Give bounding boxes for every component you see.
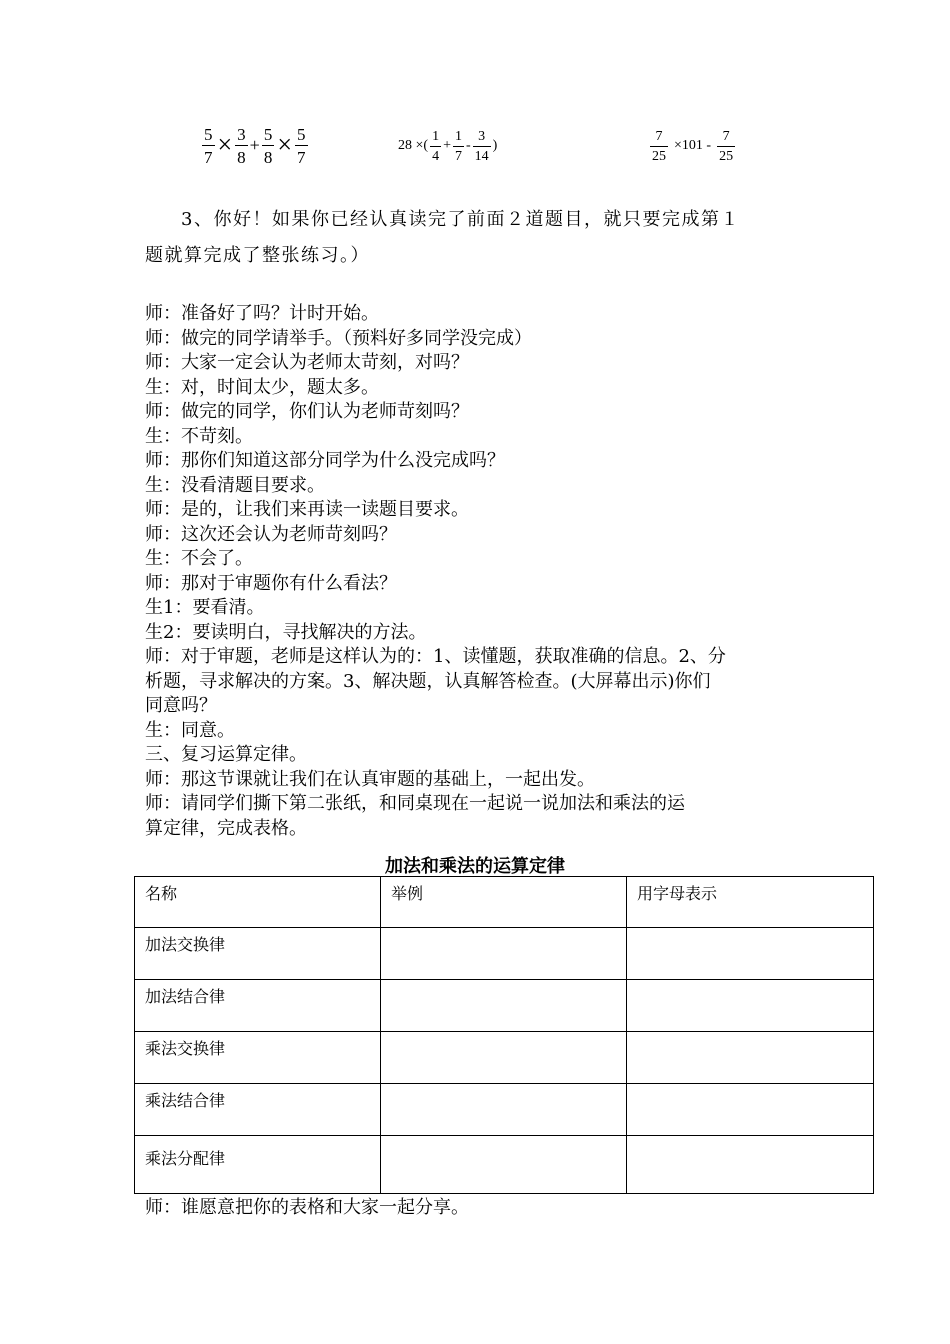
dialog-line: 师：是的，让我们来再读一读题目要求。 <box>145 499 469 520</box>
dialog-line: 师：那你们知道这部分同学为什么没完成吗？ <box>145 450 505 471</box>
closing-line: 师：谁愿意把你的表格和大家一起分享。 <box>145 1197 469 1218</box>
expression-prefix: 28 ×( <box>398 138 429 153</box>
fraction <box>717 128 735 164</box>
fraction <box>453 128 464 164</box>
numerator: 3 <box>237 125 246 144</box>
dialog-line: 师：准备好了吗？计时开始。 <box>145 303 379 324</box>
example-cell[interactable] <box>381 928 627 980</box>
table-row <box>135 1032 874 1084</box>
table-title: 加法和乘法的运算定律 <box>385 856 565 877</box>
fraction <box>235 124 248 166</box>
letter-form-cell[interactable] <box>627 1084 874 1136</box>
denominator: 4 <box>430 146 441 164</box>
table-header-row <box>135 877 874 928</box>
dialog-line: 算定律，完成表格。 <box>145 817 307 839</box>
example-cell[interactable] <box>381 980 627 1032</box>
dialog-block <box>145 302 815 841</box>
expression-middle: ×101 - <box>674 138 712 153</box>
dialog-line: 师：大家一定会认为老师太苛刻，对吗？ <box>145 352 469 373</box>
math-expression-2 <box>398 128 497 164</box>
dialog-line: 生：不苛刻。 <box>145 425 253 447</box>
dialog-line: 析题，寻求解决的方案。3、解决题，认真解答检查。(大屏幕出示)你们 <box>145 670 711 692</box>
table-row <box>135 980 874 1032</box>
letter-form-cell[interactable] <box>627 1136 874 1194</box>
dialog-line: 三、复习运算定律。 <box>145 744 307 765</box>
fraction <box>295 124 308 166</box>
numerator: 5 <box>204 125 213 144</box>
operation-laws-table <box>134 876 874 1194</box>
dialog-line: 师：那这节课就让我们在认真审题的基础上，一起出发。 <box>145 768 595 790</box>
fraction <box>202 124 215 166</box>
dialog-line: 师：做完的同学，你们认为老师苛刻吗？ <box>145 401 469 422</box>
letter-form-cell[interactable] <box>627 980 874 1032</box>
instruction-text: 3、你好！如果你已经认真读完了前面２道题目，就只要完成第１ <box>181 209 740 230</box>
math-expression-1 <box>200 124 310 166</box>
numerator: 5 <box>297 125 306 144</box>
times-sign: × <box>217 130 233 159</box>
law-name-cell: 加法交换律 <box>135 928 381 980</box>
table-row <box>135 1136 874 1194</box>
letter-form-cell[interactable] <box>627 928 874 980</box>
minus-sign: - <box>465 138 471 153</box>
instruction-paragraph <box>145 202 815 274</box>
table-row <box>135 928 874 980</box>
example-cell[interactable] <box>381 1032 627 1084</box>
law-name-cell: 乘法结合律 <box>135 1084 381 1136</box>
header-cell: 用字母表示 <box>627 877 874 928</box>
header-cell: 举例 <box>381 877 627 928</box>
dialog-line: 生2：要读明白，寻找解决的方法。 <box>145 621 427 643</box>
denominator: 8 <box>262 145 275 166</box>
denominator: 25 <box>717 146 735 164</box>
numerator: 7 <box>655 129 663 144</box>
dialog-line: 师：做完的同学请举手。（预料好多同学没完成） <box>145 327 532 349</box>
header-cell: 名称 <box>135 877 381 928</box>
math-expression-3 <box>644 128 741 164</box>
times-sign: × <box>277 130 292 159</box>
numerator: 1 <box>432 129 440 144</box>
instruction-line <box>145 202 815 238</box>
denominator: 7 <box>453 146 464 164</box>
law-name-cell: 加法结合律 <box>135 980 381 1032</box>
numerator: 5 <box>263 125 273 144</box>
fraction <box>473 128 491 164</box>
example-cell[interactable] <box>381 1084 627 1136</box>
fraction <box>430 128 441 164</box>
law-name-cell: 乘法交换律 <box>135 1032 381 1084</box>
expression-suffix: ) <box>492 138 498 153</box>
denominator: 25 <box>650 146 668 164</box>
denominator: 14 <box>473 146 491 164</box>
dialog-line: 生：对，时间太少，题太多。 <box>145 376 379 398</box>
table-row <box>135 1084 874 1136</box>
fraction <box>650 128 668 164</box>
letter-form-cell[interactable] <box>627 1032 874 1084</box>
denominator: 8 <box>235 145 248 166</box>
denominator: 7 <box>202 145 215 166</box>
dialog-line: 师：这次还会认为老师苛刻吗？ <box>145 523 397 545</box>
dialog-line: 生：没看清题目要求。 <box>145 474 325 496</box>
dialog-line: 师：请同学们撕下第二张纸，和同桌现在一起说一说加法和乘法的运 <box>145 793 685 814</box>
fraction <box>262 124 275 166</box>
denominator: 7 <box>295 145 308 166</box>
dialog-line: 师：那对于审题你有什么看法？ <box>145 572 397 594</box>
law-name-cell: 乘法分配律 <box>135 1136 381 1194</box>
numerator: 7 <box>722 129 730 144</box>
dialog-line: 师：对于审题，老师是这样认为的：1、读懂题，获取准确的信息。2、分 <box>145 646 726 667</box>
numerator: 1 <box>454 129 462 144</box>
instruction-line: 题就算完成了整张练习。） <box>145 245 370 266</box>
dialog-line: 同意吗？ <box>145 695 217 716</box>
dialog-line: 生1：要看清。 <box>145 597 265 618</box>
example-cell[interactable] <box>381 1136 627 1194</box>
plus-sign: + <box>249 134 260 155</box>
plus-sign: + <box>443 138 451 153</box>
dialog-line: 生：不会了。 <box>145 548 253 569</box>
dialog-line: 生：同意。 <box>145 719 235 741</box>
numerator: 3 <box>478 129 486 144</box>
